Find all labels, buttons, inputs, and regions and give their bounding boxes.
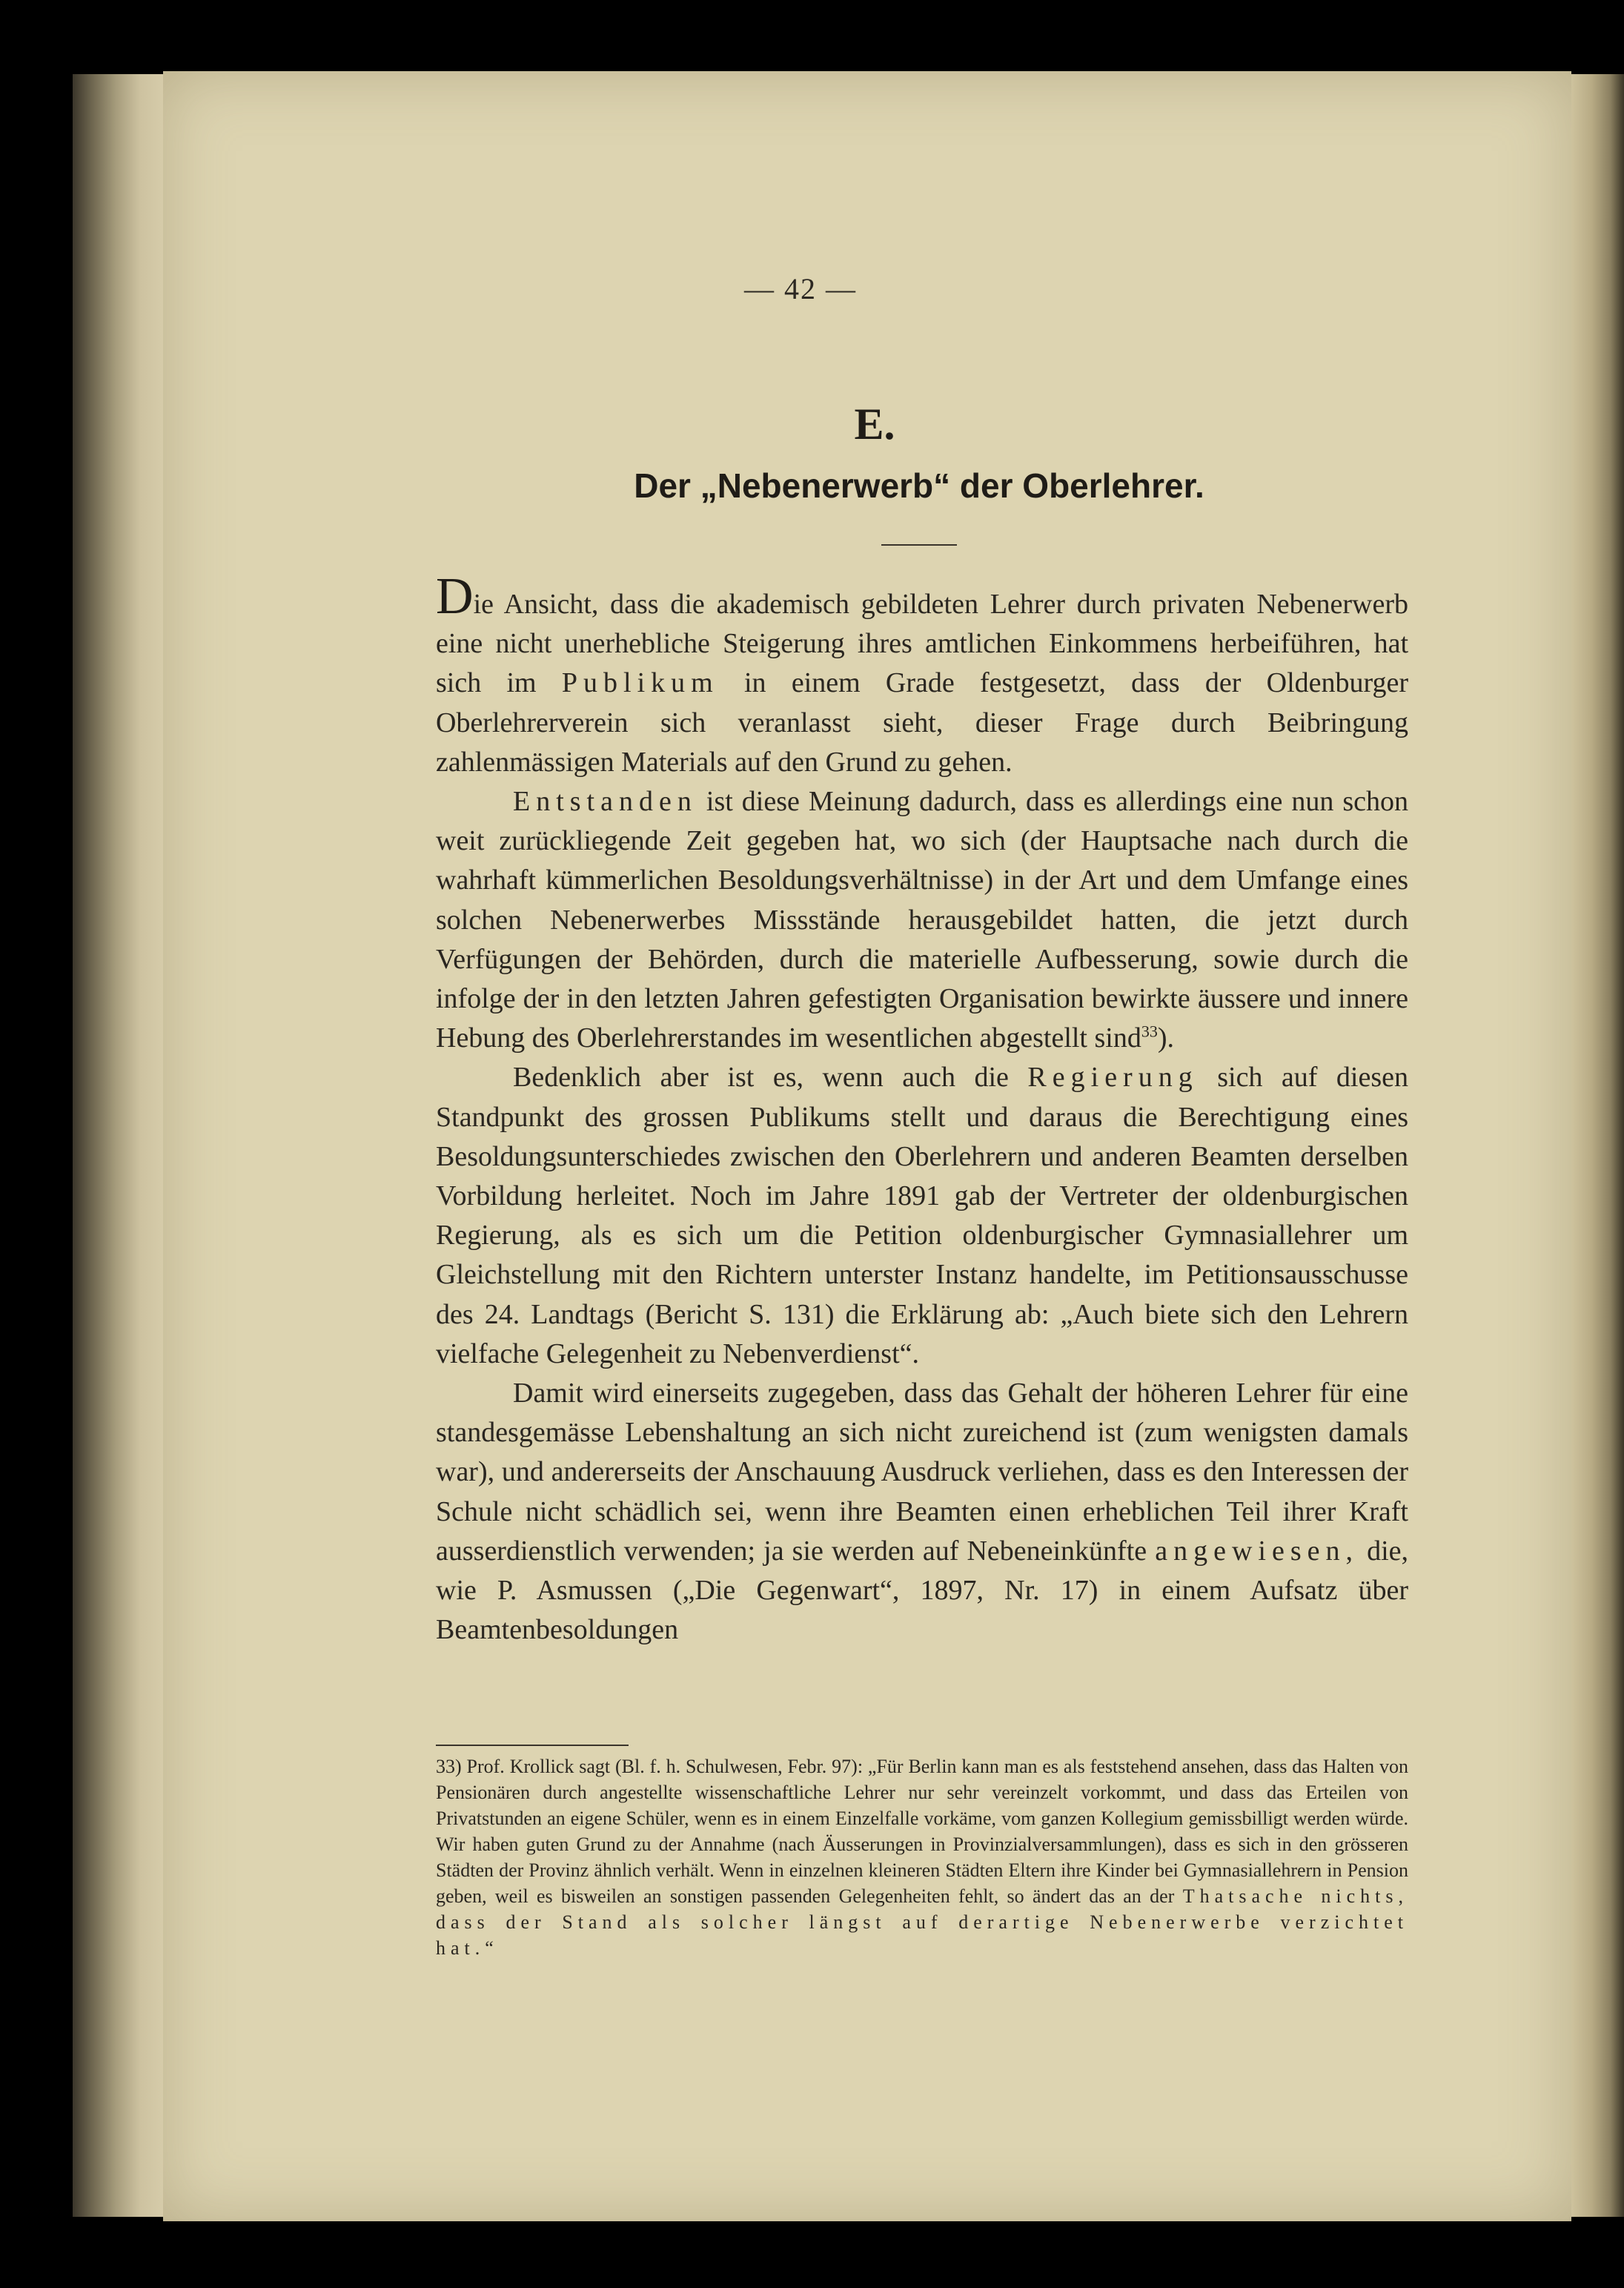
footnote-emphasis: Thatsache nichts, dass der Stand als solcher längst auf derartige Nebenerwerbe verzichtet hat.“ [436,1885,1409,1959]
emphasis-publikum: Publikum [561,667,719,699]
body-text [436,568,1409,1650]
footnote-divider [436,1745,629,1746]
emphasis-regierung: Regierung [1027,1062,1199,1094]
section-letter: E. [854,400,895,449]
footnote [436,1753,1408,1961]
chapter-title: Der „Nebenerwerb“ der Oberlehrer. [634,466,1204,505]
paragraph-1: Die Ansicht, dass die akademisch gebildeten Lehrer durch privaten Nebenerwerb eine nicht unerhebliche Steigerung ihres amtlichen Einkommens herbeiführen, hat sich im Publikum in einem Grade festgesetzt, dass der Oldenburger Oberlehrerverein sich veranlasst sieht, dieser Frage durch Beibringung zahlenmässigen Materials auf den Grund zu gehen. [436,568,1409,778]
footnote-reference: 33 [1141,1022,1158,1041]
paragraph-3: Bedenklich aber ist es, wenn auch die Regierung sich auf diesen Standpunkt des grossen Publikums stellt und daraus die Berechtigung eines Besoldungsunterschiedes zwischen den Oberlehrern und anderen Beamten derselben Vorbildung herleitet. Noch im Jahre 1891 gab der Vertreter der oldenburgischen Regierung, als es sich um die Petition oldenburgischer Gymnasiallehrer um Gleichstellung mit den Richtern unterster Instanz handelte, im Petitionsausschusse des 24. Landtags (Bericht S. 131) die Erklärung ab: „Auch biete sich den Lehrern vielfache Gelegenheit zu Nebenverdienst“. [436,1062,1409,1369]
drop-cap: D [436,568,474,625]
footnote-33: 33) Prof. Krollick sagt (Bl. f. h. Schulwesen, Febr. 97): „Für Berlin kann man es als feststehend ansehen, dass das Halten von Pensionären durch angestellte wissenschaftliche Lehrer nur sehr vereinzelt vorkommt, und dass das Erteilen von Privatstunden an eigene Schüler, wenn es in einem Einzelfalle vorkäme, vom ganzen Kollegium gemissbilligt werden würde. Wir haben guten Grund zu der Annahme (nach Äusserungen in Provinzialversammlungen), dass es sich in den grösseren Städten der Provinz ähnlich verhält. Wenn in einzelnen kleineren Städten Eltern ihre Kinder bei Gymnasiallehrern in Pension geben, weil es bisweilen an sonstigen passenden Gelegenheiten fehlt, so ändert das an der Thatsache nichts, dass der Stand als solcher längst auf derartige Nebenerwerbe verzichtet hat.“ [436,1756,1409,1959]
right-page-edge [1570,74,1624,2217]
emphasis-angewiesen: angewiesen, [1155,1535,1359,1567]
left-page-edges [73,74,169,2217]
emphasis-entstanden: Entstanden [513,786,697,818]
paragraph-4: Damit wird einerseits zugegeben, dass das Gehalt der höheren Lehrer für eine standesgemässe Lebenshaltung an sich nicht zureichend ist (zum wenigsten damals war), und andererseits der Anschauung Ausdruck verliehen, dass es den Interessen der Schule nicht schädlich sei, wenn ihre Beamten einen erheblichen Teil ihrer Kraft ausserdienstlich verwenden; ja sie werden auf Nebeneinkünfte angewiesen, die, wie P. Asmussen („Die Gegenwart“, 1897, Nr. 17) in einem Aufsatz über Beamtenbesoldungen [436,1378,1409,1646]
title-divider [881,544,957,546]
paragraph-2: Entstanden ist diese Meinung dadurch, dass es allerdings eine nun schon weit zurückliegende Zeit gegeben hat, wo sich (der Hauptsache nach durch die wahrhaft kümmerlichen Besoldungsverhältnisse) in der Art und dem Umfange eines solchen Nebenerwerbes Missstände herausgebildet hatten, die jetzt durch Verfügungen der Behörden, durch die materielle Aufbesserung, sowie durch die infolge der in den letzten Jahren gefestigten Organisation bewirkte äussere und innere Hebung des Oberlehrerstandes im wesentlichen abgestellt sind$^{33}$). [436,786,1409,1054]
page-number: — 42 — [744,272,857,305]
